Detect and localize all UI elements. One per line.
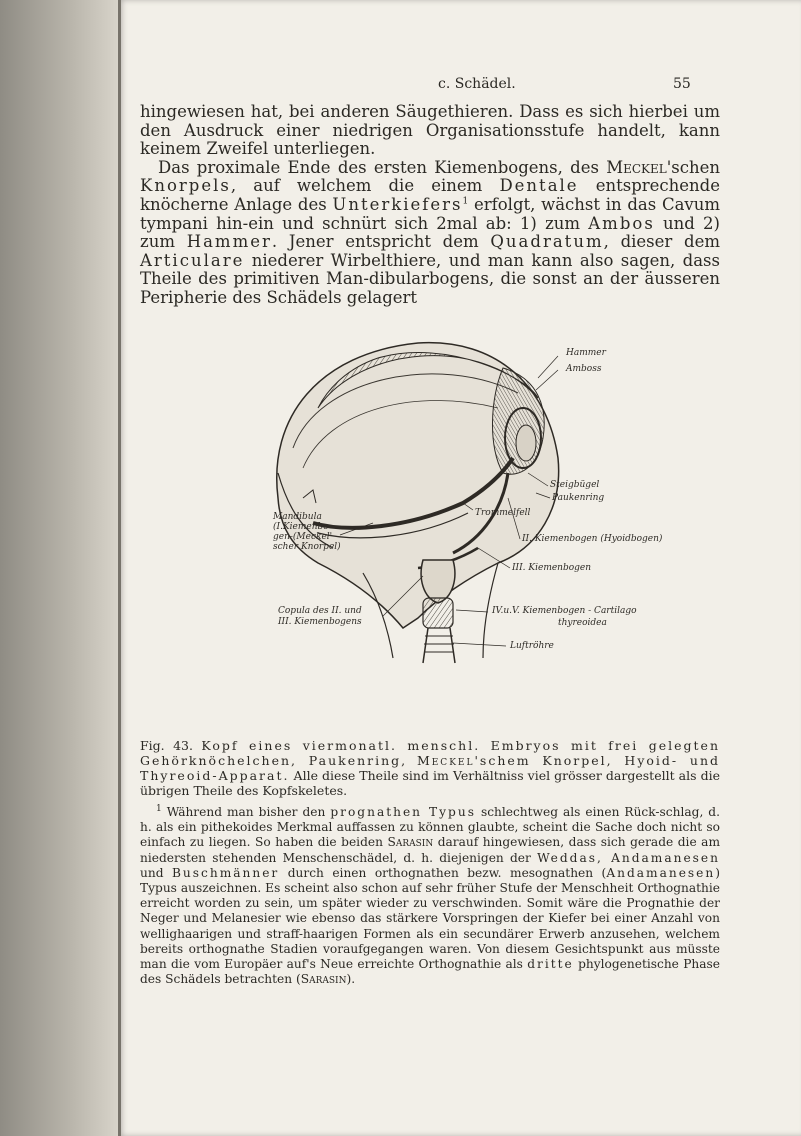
page-number: 55 bbox=[673, 76, 691, 92]
term-knorpels: Knorpels bbox=[140, 176, 231, 196]
term-buschmaenner: Buschmänner bbox=[171, 865, 280, 880]
label-copula-2: III. Kiemenbogens bbox=[278, 617, 362, 627]
figure-43-embryo-head bbox=[118, 298, 718, 668]
label-paukenring: Paukenring bbox=[552, 493, 605, 503]
paragraph-1: hingewiesen hat, bei anderen Säugethieren. Dass es sich hierbei um den Ausdruck einer niedrigen Organisationsstufe handelt, kann keinem Zweifel unterliegen. bbox=[140, 102, 720, 159]
footnote-marker: 1 bbox=[156, 803, 162, 814]
body-text bbox=[140, 103, 720, 308]
term-ambos: Ambos bbox=[588, 213, 655, 233]
sarasin-name-2: Sarasin bbox=[300, 972, 347, 987]
footnote-text: $^1$ Während man bisher den prognathen Typus schlechtweg als einen Rück-schlag, d. h. als ein pithekoides Merkmal auffassen zu können glaubte, scheint die Sache doch nicht so einfach zu liegen. So haben die beiden Sarasin darauf hingewiesen, dass sich gerade die am niedersten stehenden Menschenschädel, d. h. diejenigen der Weddas, Andamanesen und Buschmänner durch einen orthognathen bezw. mesognathen (Andamanesen) Typus auszeichnen. Es scheint also schon auf sehr früher Stufe der Menschheit Orthognathie erreicht worden zu sein, um später wieder zu verschwinden. Somit wäre die Prognathie der Neger und Melanesier wie ebenso das stärkere Vorspringen der Kiefer bei einer Anzahl von wellighaarigen und straff-haarigen Formen als ein secundärer Erwerb anzusehen, welchem bereits orthognathe Stadien voraufgegangen waren. Von diesem Gesichtspunkt aus müsste man die vom Europäer auf's Neue erreichte Orthognathie als dritte phylogenetische Phase des Schädels betrachten (Sarasin). bbox=[140, 803, 721, 987]
label-kiemenbogen-2: II. Kiemenbogen (Hyoidbogen) bbox=[522, 534, 663, 544]
caption-meckel: Meckel bbox=[416, 753, 475, 768]
label-mandibula-1: Mandibula bbox=[273, 512, 322, 522]
trachea-shape bbox=[423, 628, 455, 663]
caption-title: Kopf eines viermonatl. menschl. Embryos mit frei gelegten Gehörknöchelchen, Paukenring, bbox=[140, 738, 720, 768]
term-prognathen: prognathen Typus bbox=[330, 805, 476, 819]
sarasin-name-1: Sarasin bbox=[387, 835, 434, 850]
previous-page-bleed bbox=[0, 0, 118, 1136]
term-andamanesen: Andamanesen bbox=[606, 865, 716, 880]
label-mandibula-3: gen-(Meckel' bbox=[273, 532, 333, 542]
label-hammer: Hammer bbox=[566, 348, 606, 358]
caption-rest: 'schem Knorpel, Hyoid- und Thyreoid-Apparat. bbox=[140, 753, 720, 783]
footnote bbox=[140, 805, 720, 987]
figure-number: Fig. 43. bbox=[140, 738, 193, 753]
term-dritte: dritte bbox=[527, 957, 574, 972]
thyroid-cartilage bbox=[423, 598, 453, 628]
label-amboss: Amboss bbox=[566, 364, 602, 374]
running-head bbox=[118, 76, 718, 96]
term-hammer: Hammer bbox=[186, 232, 272, 252]
label-trommelfell: Trommelfell bbox=[475, 508, 531, 518]
label-copula-1: Copula des II. und bbox=[278, 606, 362, 616]
paragraph-2: Das proximale Ende des ersten Kiemenbogens, des Meckel'schen Knorpels, auf welchem die einem Dentale entsprechende knöcherne Anlage des Unterkiefers$^1$ erfolgt, wächst in das Cavum tympani hin-ein und schnürt sich 2mal ab: 1) zum Ambos und 2) zum Hammer. Jener entspricht dem Quadratum, dieser dem Articulare niederer Wirbelthiere, und man kann also sagen, dass Theile des primitiven Man-dibularbogens, die sonst an der äusseren Peripherie des Schädels gelagert bbox=[140, 157, 721, 307]
book-page bbox=[118, 0, 801, 1136]
label-mandibula-2: (I.Kiemenbo- bbox=[273, 522, 332, 532]
term-quadratum: Quadratum bbox=[490, 232, 604, 252]
running-title: c. Schädel. bbox=[438, 76, 516, 92]
label-luftroehre: Luftröhre bbox=[510, 641, 554, 651]
term-weddas: Weddas, Andamanesen bbox=[537, 850, 720, 865]
label-mandibula-4: scher Knorpel) bbox=[273, 542, 341, 552]
term-dentale: Dentale bbox=[499, 176, 579, 196]
label-cartilago-1: IV.u.V. Kiemenbogen - Cartilago bbox=[492, 606, 637, 616]
term-articulare: Articulare bbox=[140, 250, 245, 270]
meckel-name: Meckel bbox=[606, 157, 667, 177]
caption-note: Alle diese Theile sind im Verhältniss viel grösser dargestellt als die übrigen Theile des Kopfskeletes. bbox=[140, 768, 720, 798]
label-cartilago-2: thyreoidea bbox=[558, 618, 607, 628]
label-kiemenbogen-3: III. Kiemenbogen bbox=[512, 563, 592, 573]
label-steigbuegel: Steigbügel bbox=[550, 480, 600, 490]
bleed-through-text bbox=[4, 24, 115, 40]
term-unterkiefers: Unterkiefers bbox=[332, 194, 463, 214]
footnote-ref: 1 bbox=[462, 196, 469, 207]
figure-caption bbox=[140, 738, 720, 798]
